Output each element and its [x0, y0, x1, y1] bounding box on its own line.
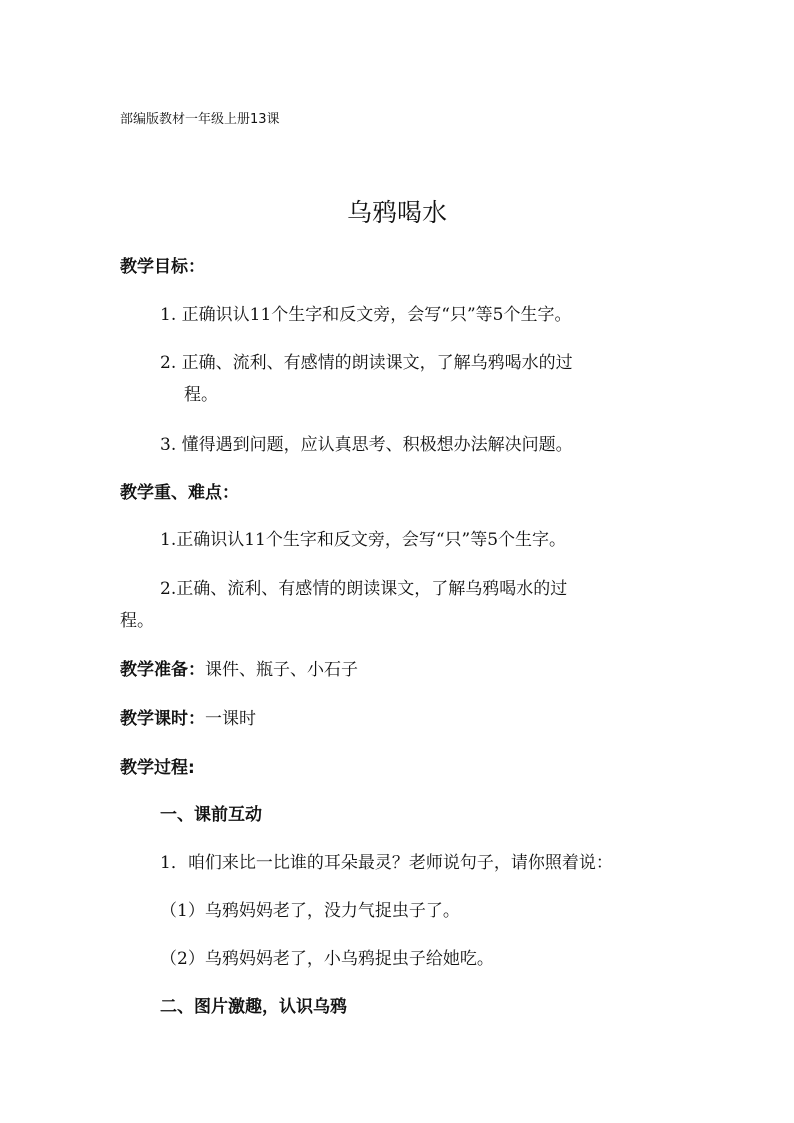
key-point-item-2: 2.正确、流利、有感情的朗读课文，了解乌鸦喝水的过	[160, 579, 568, 599]
objective-item-2: 2. 正确、流利、有感情的朗读课文，了解乌鸦喝水的过	[160, 353, 573, 373]
objective-item-3: 3. 懂得遇到问题，应认真思考、积极想办法解决问题。	[160, 435, 573, 455]
page-title: 乌鸦喝水	[346, 198, 447, 227]
process-part1-heading: 一、课前互动	[160, 805, 262, 825]
preparation-label: 教学准备：	[120, 660, 205, 680]
key-points-heading: 教学重、难点：	[120, 483, 239, 503]
preparation-value: 课件、瓶子、小石子	[205, 660, 358, 680]
key-point-item-1: 1.正确识认11个生字和反文旁，会写“只”等5个生字。	[160, 530, 567, 550]
class-hours-label: 教学课时：	[120, 709, 205, 729]
class-hours-line	[120, 704, 256, 729]
objective-item-1: 1. 正确识认11个生字和反文旁，会写“只”等5个生字。	[160, 305, 572, 325]
process-heading: 教学过程:	[120, 758, 195, 778]
objectives-heading: 教学目标：	[120, 257, 205, 277]
header-note: 部编版教材一年级上册13课	[120, 112, 280, 127]
process-part1-line1: 1．咱们来比一比谁的耳朵最灵？老师说句子，请你照着说：	[160, 853, 613, 873]
process-part2-heading: 二、图片激趣，认识乌鸦	[160, 997, 347, 1017]
process-part1-line3: （2）乌鸦妈妈老了，小乌鸦捉虫子给她吃。	[160, 949, 494, 969]
key-point-item-2-cont: 程。	[120, 611, 154, 631]
class-hours-value: 一课时	[205, 709, 256, 729]
preparation-line	[120, 655, 358, 680]
process-part1-line2: （1）乌鸦妈妈老了，没力气捉虫子了。	[160, 901, 460, 921]
objective-item-2-cont: 程。	[184, 385, 218, 405]
